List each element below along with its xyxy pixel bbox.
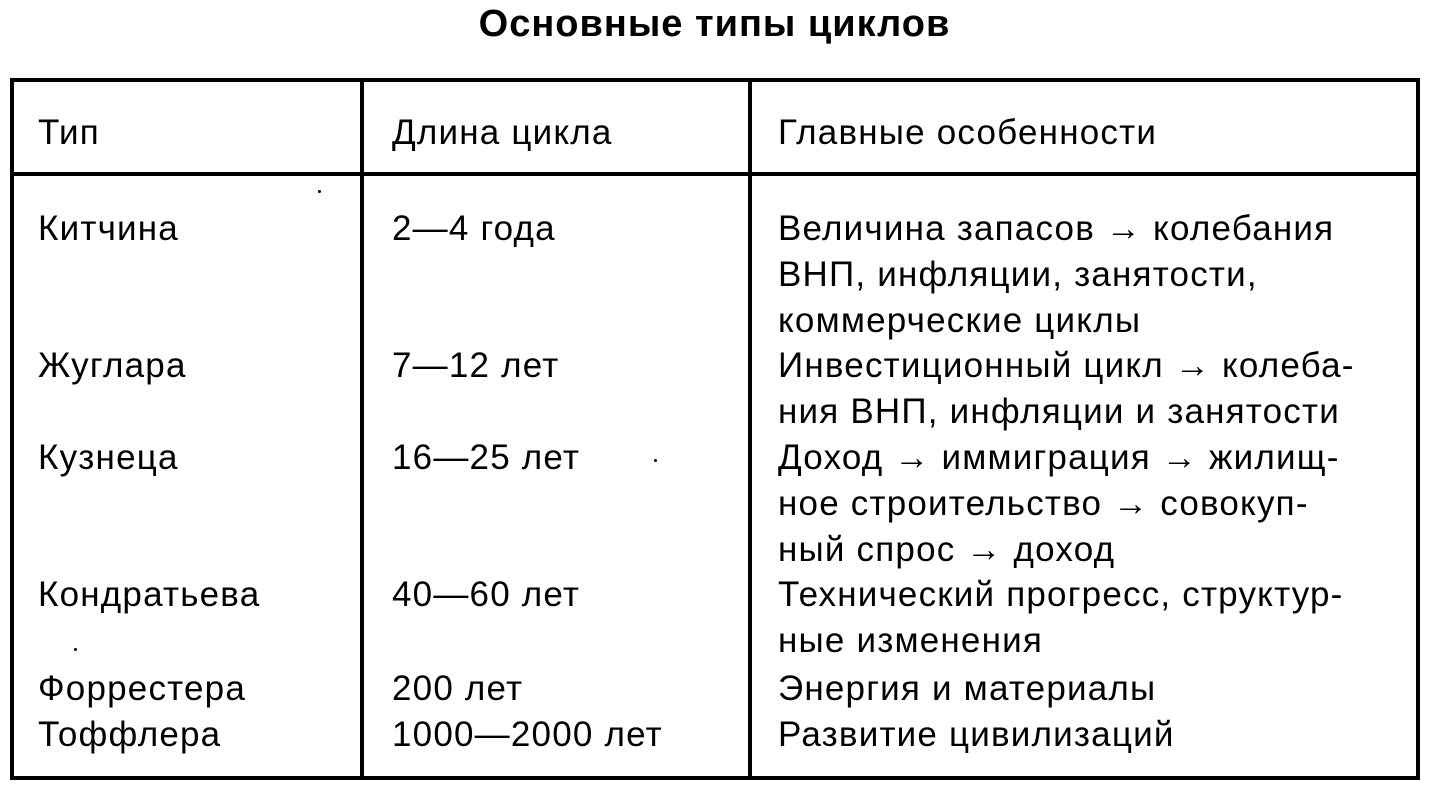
print-speck [318, 190, 321, 193]
row-feature-line: Технический прогресс, структур- [778, 575, 1344, 614]
header-features: Главные особенности [778, 113, 1158, 152]
row-length: 2—4 года [392, 209, 556, 248]
row-length: 7—12 лет [392, 346, 560, 385]
row-length: 200 лет [392, 669, 524, 708]
row-type: Кондратьева [38, 575, 261, 614]
row-length: 16—25 лет [392, 438, 581, 477]
row-feature-line: ВНП, инфляции, занятости, [778, 255, 1258, 294]
row-length: 40—60 лет [392, 575, 581, 614]
row-length: 1000—2000 лет [392, 715, 663, 754]
column-divider [748, 82, 752, 776]
row-type: Форрестера [38, 669, 247, 708]
row-feature-line: Доход → иммиграция → жилищ- [778, 438, 1340, 477]
row-feature-line: ные изменения [778, 621, 1044, 660]
row-feature-line: ный спрос → доход [778, 530, 1116, 569]
row-type: Тоффлера [38, 715, 222, 754]
row-feature-line: коммерческие циклы [778, 301, 1142, 340]
cycles-table [10, 78, 1420, 780]
row-feature-line: ния ВНП, инфляции и занятости [778, 392, 1340, 431]
row-type: Кузнеца [38, 438, 179, 477]
row-feature-line: ное строительство → совокуп- [778, 484, 1309, 523]
column-divider [360, 82, 364, 776]
print-speck [654, 459, 657, 462]
row-feature-line: Развитие цивилизаций [778, 715, 1175, 754]
print-speck [74, 648, 77, 651]
row-feature-line: Величина запасов → колебания [778, 209, 1335, 248]
page-title: Основные типы циклов [478, 3, 951, 45]
header-divider [14, 172, 1416, 176]
row-type: Жуглара [38, 346, 187, 385]
row-type: Китчина [38, 209, 179, 248]
row-feature-line: Энергия и материалы [778, 669, 1157, 708]
row-feature-line: Инвестиционный цикл → колеба- [778, 346, 1355, 385]
header-length: Длина цикла [392, 113, 613, 152]
header-type: Тип [38, 113, 100, 152]
